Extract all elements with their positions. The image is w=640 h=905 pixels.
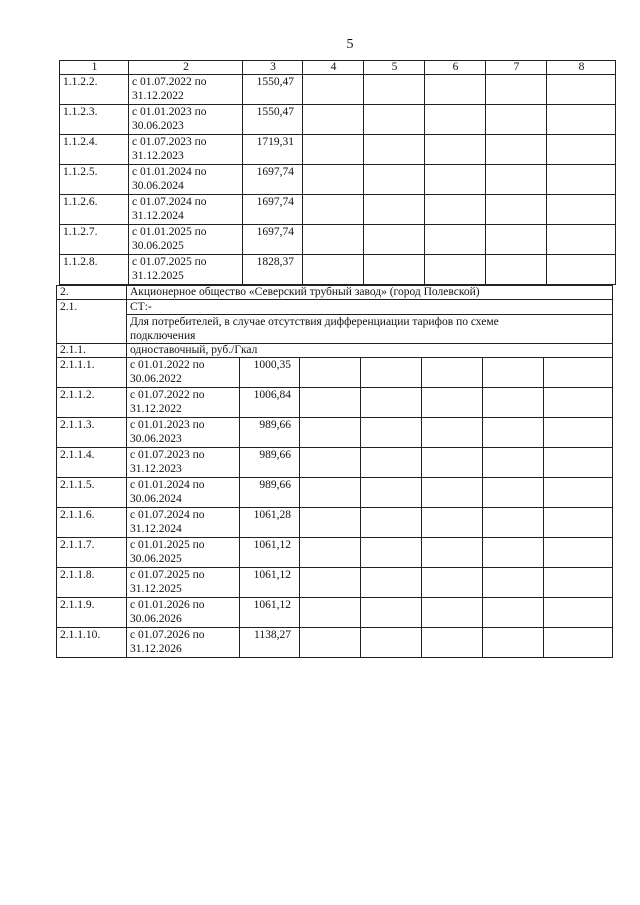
period-end: 30.06.2026 <box>130 613 182 625</box>
empty-cell-col-7 <box>483 628 544 658</box>
empty-cell-col-4 <box>300 508 361 538</box>
row-value: 1061,12 <box>240 538 300 568</box>
period-start: с 01.01.2022 по <box>130 359 205 371</box>
empty-cell-col-7 <box>483 598 544 628</box>
row-code: 2.1.1.6. <box>57 508 127 538</box>
empty-cell-col-5 <box>361 448 422 478</box>
row-period <box>127 388 240 418</box>
header-cell-4: 4 <box>303 61 364 75</box>
period-start: с 01.07.2025 по <box>132 256 207 268</box>
empty-cell-col-6 <box>422 508 483 538</box>
empty-cell-col-6 <box>425 135 486 165</box>
empty-cell-col-6 <box>425 195 486 225</box>
row-period <box>127 598 240 628</box>
empty-cell-col-6 <box>422 358 483 388</box>
period-end: 30.06.2024 <box>130 493 182 505</box>
subsection-line-2: Для потребителей, в случае отсутствия дифференциации тарифов по схеме <box>127 314 612 329</box>
empty-cell-col-8 <box>547 75 616 105</box>
empty-cell-col-5 <box>361 388 422 418</box>
empty-cell-col-7 <box>483 568 544 598</box>
tariff-table-bottom <box>56 285 613 658</box>
row-code: 2.1.1.9. <box>57 598 127 628</box>
empty-cell-col-4 <box>300 628 361 658</box>
empty-cell-col-6 <box>422 628 483 658</box>
header-cell-8: 8 <box>547 61 616 75</box>
period-start: с 01.07.2023 по <box>132 136 207 148</box>
empty-cell-col-4 <box>303 165 364 195</box>
empty-cell-col-4 <box>300 418 361 448</box>
empty-cell-col-4 <box>300 358 361 388</box>
empty-cell-col-7 <box>483 418 544 448</box>
period-start: с 01.01.2025 по <box>132 226 207 238</box>
row-period <box>129 165 243 195</box>
row-value: 989,66 <box>240 448 300 478</box>
table-row <box>60 165 616 195</box>
row-code: 1.1.2.3. <box>60 105 129 135</box>
empty-cell-col-8 <box>547 135 616 165</box>
empty-cell-col-5 <box>361 358 422 388</box>
empty-cell-col-7 <box>483 508 544 538</box>
empty-cell-col-8 <box>544 418 613 448</box>
header-row <box>60 61 616 75</box>
table-row <box>57 358 613 388</box>
table-row <box>57 478 613 508</box>
period-end: 31.12.2023 <box>132 150 184 162</box>
subsection-line-1: СТ:- <box>130 301 152 313</box>
empty-cell-col-4 <box>300 448 361 478</box>
period-start: с 01.01.2024 по <box>130 479 205 491</box>
row-value: 1719,31 <box>243 135 303 165</box>
period-start: с 01.01.2023 по <box>132 106 207 118</box>
empty-cell-col-6 <box>425 105 486 135</box>
table-row <box>57 508 613 538</box>
header-cell-5: 5 <box>364 61 425 75</box>
row-value: 989,66 <box>240 418 300 448</box>
table-row <box>57 388 613 418</box>
empty-cell-col-8 <box>547 195 616 225</box>
period-end: 31.12.2024 <box>130 523 182 535</box>
empty-cell-col-8 <box>544 538 613 568</box>
row-value: 1138,27 <box>240 628 300 658</box>
empty-cell-col-4 <box>300 538 361 568</box>
empty-cell-col-5 <box>361 568 422 598</box>
table-row <box>60 75 616 105</box>
header-cell-1: 1 <box>60 61 129 75</box>
empty-cell-col-8 <box>544 478 613 508</box>
empty-cell-col-5 <box>364 135 425 165</box>
period-end: 31.12.2023 <box>130 463 182 475</box>
empty-cell-col-7 <box>486 75 547 105</box>
period-end: 31.12.2025 <box>130 583 182 595</box>
period-start: с 01.01.2024 по <box>132 166 207 178</box>
period-start: с 01.01.2026 по <box>130 599 205 611</box>
row-period <box>127 508 240 538</box>
tariff-type-code: 2.1.1. <box>57 344 127 358</box>
empty-cell-col-4 <box>303 75 364 105</box>
period-end: 30.06.2023 <box>130 433 182 445</box>
row-code: 2.1.1.10. <box>57 628 127 658</box>
row-code: 2.1.1.2. <box>57 388 127 418</box>
period-end: 30.06.2023 <box>132 120 184 132</box>
row-value: 989,66 <box>240 478 300 508</box>
row-period <box>127 628 240 658</box>
row-code: 1.1.2.2. <box>60 75 129 105</box>
empty-cell-col-6 <box>422 388 483 418</box>
period-start: с 01.07.2026 по <box>130 629 205 641</box>
empty-cell-col-7 <box>486 255 547 285</box>
empty-cell-col-7 <box>486 165 547 195</box>
period-start: с 01.07.2022 по <box>130 389 205 401</box>
table-row <box>60 225 616 255</box>
row-value: 1061,28 <box>240 508 300 538</box>
period-end: 31.12.2025 <box>132 270 184 282</box>
empty-cell-col-5 <box>364 75 425 105</box>
row-code: 2.1.1.1. <box>57 358 127 388</box>
row-value: 1697,74 <box>243 195 303 225</box>
empty-cell-col-5 <box>364 105 425 135</box>
table-row <box>57 628 613 658</box>
row-period <box>127 478 240 508</box>
empty-cell-col-8 <box>544 388 613 418</box>
subsection-row <box>57 300 613 344</box>
empty-cell-col-4 <box>300 388 361 418</box>
empty-cell-col-6 <box>422 568 483 598</box>
empty-cell-col-5 <box>364 225 425 255</box>
row-period <box>127 448 240 478</box>
empty-cell-col-6 <box>425 165 486 195</box>
empty-cell-col-5 <box>361 598 422 628</box>
empty-cell-col-7 <box>486 195 547 225</box>
empty-cell-col-5 <box>361 628 422 658</box>
subsection-description <box>127 300 613 344</box>
table-row <box>60 105 616 135</box>
empty-cell-col-8 <box>547 165 616 195</box>
row-code: 2.1.1.5. <box>57 478 127 508</box>
row-code: 2.1.1.8. <box>57 568 127 598</box>
table-row <box>57 538 613 568</box>
row-value: 1697,74 <box>243 165 303 195</box>
empty-cell-col-5 <box>361 478 422 508</box>
table-row <box>60 135 616 165</box>
row-period <box>129 75 243 105</box>
period-end: 31.12.2022 <box>130 403 182 415</box>
header-cell-3: 3 <box>243 61 303 75</box>
subsection-line-3: подключения <box>130 330 196 342</box>
row-code: 1.1.2.5. <box>60 165 129 195</box>
table-row <box>60 195 616 225</box>
empty-cell-col-7 <box>483 358 544 388</box>
empty-cell-col-6 <box>422 448 483 478</box>
table-row <box>57 568 613 598</box>
empty-cell-col-8 <box>544 508 613 538</box>
empty-cell-col-8 <box>547 255 616 285</box>
tariff-type-label: одноставочный, руб./Гкал <box>127 344 613 358</box>
empty-cell-col-7 <box>483 448 544 478</box>
empty-cell-col-8 <box>544 628 613 658</box>
row-period <box>129 255 243 285</box>
empty-cell-col-5 <box>364 255 425 285</box>
empty-cell-col-8 <box>544 598 613 628</box>
period-start: с 01.07.2023 по <box>130 449 205 461</box>
empty-cell-col-8 <box>544 448 613 478</box>
period-end: 30.06.2022 <box>130 373 182 385</box>
empty-cell-col-4 <box>300 568 361 598</box>
empty-cell-col-6 <box>422 478 483 508</box>
empty-cell-col-4 <box>303 255 364 285</box>
header-cell-2: 2 <box>129 61 243 75</box>
empty-cell-col-7 <box>486 105 547 135</box>
empty-cell-col-8 <box>547 225 616 255</box>
empty-cell-col-6 <box>422 598 483 628</box>
row-code: 2.1.1.7. <box>57 538 127 568</box>
empty-cell-col-4 <box>300 478 361 508</box>
row-value: 1550,47 <box>243 75 303 105</box>
period-end: 31.12.2026 <box>130 643 182 655</box>
empty-cell-col-7 <box>483 478 544 508</box>
table-row <box>57 448 613 478</box>
section-row <box>57 286 613 300</box>
row-value: 1000,35 <box>240 358 300 388</box>
row-period <box>129 225 243 255</box>
row-value: 1061,12 <box>240 598 300 628</box>
empty-cell-col-4 <box>303 135 364 165</box>
empty-cell-col-7 <box>483 388 544 418</box>
period-start: с 01.07.2024 по <box>132 196 207 208</box>
empty-cell-col-7 <box>486 225 547 255</box>
period-start: с 01.07.2024 по <box>130 509 205 521</box>
empty-cell-col-8 <box>547 105 616 135</box>
empty-cell-col-4 <box>303 105 364 135</box>
empty-cell-col-8 <box>544 358 613 388</box>
row-period <box>129 135 243 165</box>
row-period <box>127 568 240 598</box>
header-cell-6: 6 <box>425 61 486 75</box>
period-start: с 01.07.2022 по <box>132 76 207 88</box>
period-end: 31.12.2022 <box>132 90 184 102</box>
page-number: 5 <box>346 37 354 52</box>
row-value: 1006,84 <box>240 388 300 418</box>
tariff-type-row <box>57 344 613 358</box>
empty-cell-col-4 <box>303 195 364 225</box>
empty-cell-col-4 <box>300 598 361 628</box>
subsection-code: 2.1. <box>57 300 127 344</box>
row-code: 1.1.2.4. <box>60 135 129 165</box>
empty-cell-col-6 <box>425 75 486 105</box>
period-start: с 01.01.2023 по <box>130 419 205 431</box>
section-code: 2. <box>57 286 127 300</box>
row-code: 1.1.2.7. <box>60 225 129 255</box>
period-start: с 01.01.2025 по <box>130 539 205 551</box>
row-value: 1697,74 <box>243 225 303 255</box>
section-title: Акционерное общество «Северский трубный завод» (город Полевской) <box>127 286 613 300</box>
empty-cell-col-6 <box>425 255 486 285</box>
period-end: 30.06.2024 <box>132 180 184 192</box>
empty-cell-col-7 <box>486 135 547 165</box>
table-row <box>57 418 613 448</box>
empty-cell-col-4 <box>303 225 364 255</box>
row-period <box>129 105 243 135</box>
empty-cell-col-8 <box>544 568 613 598</box>
row-code: 1.1.2.8. <box>60 255 129 285</box>
period-start: с 01.07.2025 по <box>130 569 205 581</box>
row-period <box>127 418 240 448</box>
empty-cell-col-5 <box>361 418 422 448</box>
empty-cell-col-6 <box>422 418 483 448</box>
row-value: 1828,37 <box>243 255 303 285</box>
empty-cell-col-7 <box>483 538 544 568</box>
row-period <box>129 195 243 225</box>
row-code: 2.1.1.4. <box>57 448 127 478</box>
row-code: 2.1.1.3. <box>57 418 127 448</box>
period-end: 30.06.2025 <box>130 553 182 565</box>
table-row <box>60 255 616 285</box>
period-end: 31.12.2024 <box>132 210 184 222</box>
empty-cell-col-5 <box>361 508 422 538</box>
row-period <box>127 358 240 388</box>
tariff-table-top <box>59 60 616 285</box>
row-value: 1061,12 <box>240 568 300 598</box>
empty-cell-col-6 <box>425 225 486 255</box>
empty-cell-col-6 <box>422 538 483 568</box>
empty-cell-col-5 <box>361 538 422 568</box>
row-code: 1.1.2.6. <box>60 195 129 225</box>
row-value: 1550,47 <box>243 105 303 135</box>
row-period <box>127 538 240 568</box>
empty-cell-col-5 <box>364 165 425 195</box>
header-cell-7: 7 <box>486 61 547 75</box>
period-end: 30.06.2025 <box>132 240 184 252</box>
table-row <box>57 598 613 628</box>
empty-cell-col-5 <box>364 195 425 225</box>
